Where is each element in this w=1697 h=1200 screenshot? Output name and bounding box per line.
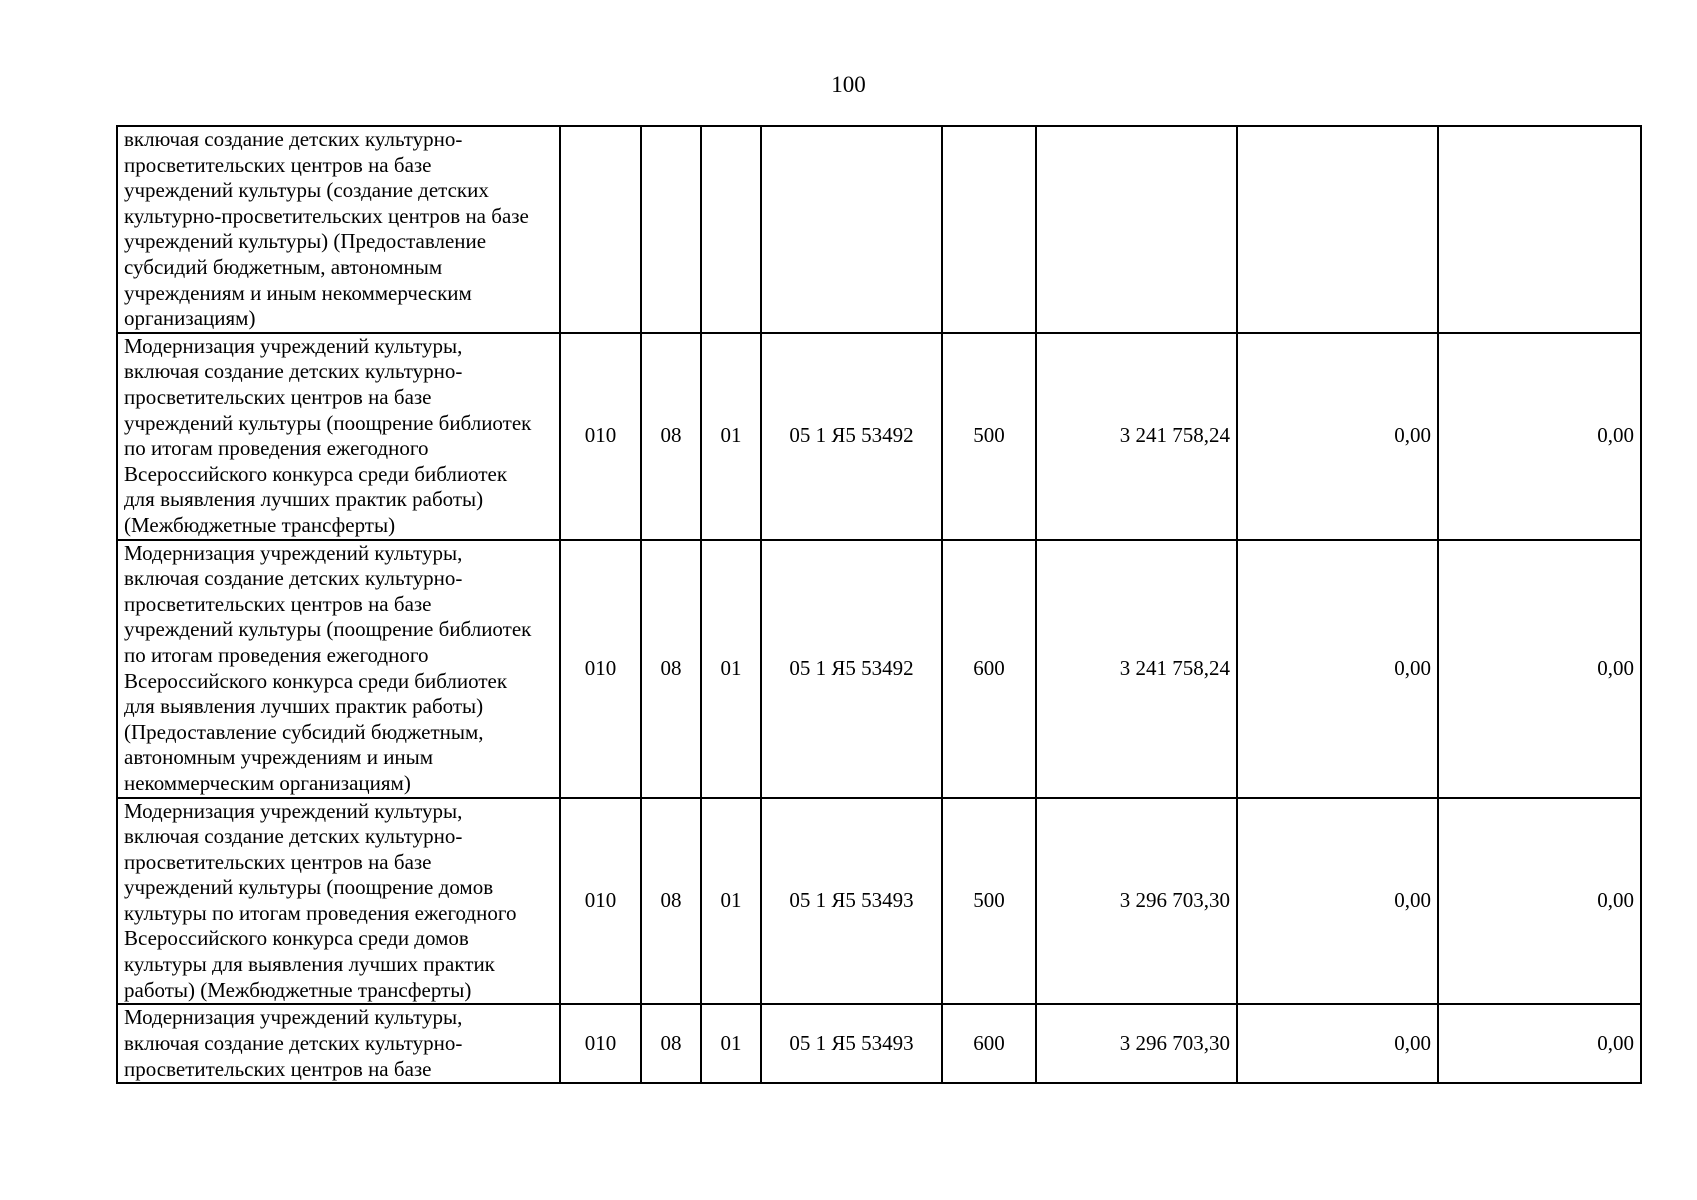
target-article-code (761, 126, 942, 333)
amount-year-3: 0,00 (1438, 333, 1641, 540)
amount-year-2: 0,00 (1237, 540, 1438, 798)
row-description: Модернизация учреждений культуры, включая создание детских культурно- просветительских центров на базе учреждений культуры (поощрение библиотек по итогам проведения ежегодного Всероссийского конкурса среди библиотек для выявления лучших практик работы) (Предоставление субсидий бюджетным, автономным учреждениям и иным некоммерческим организациям) (117, 540, 560, 798)
page-number: 100 (831, 72, 866, 97)
row-description: Модернизация учреждений культуры, включая создание детских культурно- просветительских центров на базе учреждений культуры (поощрение библиотек по итогам проведения ежегодного Всероссийского конкурса среди библиотек для выявления лучших практик работы) (Межбюджетные трансферты) (117, 333, 560, 540)
section-code: 08 (641, 333, 701, 540)
table-row (117, 1004, 1641, 1083)
expense-type-code: 600 (942, 1004, 1036, 1083)
amount-year-2 (1237, 126, 1438, 333)
ministry-code: 010 (560, 1004, 641, 1083)
subsection-code: 01 (701, 1004, 761, 1083)
ministry-code: 010 (560, 798, 641, 1005)
target-article-code: 05 1 Я5 53493 (761, 1004, 942, 1083)
amount-year-1: 3 241 758,24 (1036, 333, 1237, 540)
target-article-code: 05 1 Я5 53493 (761, 798, 942, 1005)
amount-year-1: 3 296 703,30 (1036, 1004, 1237, 1083)
section-code (641, 126, 701, 333)
amount-year-1: 3 296 703,30 (1036, 798, 1237, 1005)
table-row (117, 798, 1641, 1005)
section-code: 08 (641, 798, 701, 1005)
ministry-code: 010 (560, 540, 641, 798)
subsection-code: 01 (701, 333, 761, 540)
subsection-code: 01 (701, 540, 761, 798)
subsection-code (701, 126, 761, 333)
amount-year-3: 0,00 (1438, 540, 1641, 798)
amount-year-3 (1438, 126, 1641, 333)
budget-table (116, 125, 1642, 1084)
amount-year-1: 3 241 758,24 (1036, 540, 1237, 798)
subsection-code: 01 (701, 798, 761, 1005)
ministry-code (560, 126, 641, 333)
expense-type-code: 600 (942, 540, 1036, 798)
section-code: 08 (641, 540, 701, 798)
row-description: Модернизация учреждений культуры, включая создание детских культурно- просветительских центров на базе учреждений культуры (поощрение домов культуры по итогам проведения ежегодного Всероссийского конкурса среди домов культуры для выявления лучших практик работы) (Межбюджетные трансферты) (117, 798, 560, 1005)
table-row (117, 126, 1641, 333)
row-description: включая создание детских культурно- просветительских центров на базе учреждений культуры (создание детских культурно-просветительских центров на базе учреждений культуры) (Предоставление субсидий бюджетным, автономным учреждениям и иным некоммерческим организациям) (117, 126, 560, 333)
amount-year-1 (1036, 126, 1237, 333)
amount-year-3: 0,00 (1438, 1004, 1641, 1083)
section-code: 08 (641, 1004, 701, 1083)
expense-type-code: 500 (942, 798, 1036, 1005)
amount-year-3: 0,00 (1438, 798, 1641, 1005)
amount-year-2: 0,00 (1237, 798, 1438, 1005)
expense-type-code (942, 126, 1036, 333)
row-description: Модернизация учреждений культуры, включая создание детских культурно- просветительских центров на базе (117, 1004, 560, 1083)
ministry-code: 010 (560, 333, 641, 540)
amount-year-2: 0,00 (1237, 1004, 1438, 1083)
target-article-code: 05 1 Я5 53492 (761, 333, 942, 540)
target-article-code: 05 1 Я5 53492 (761, 540, 942, 798)
amount-year-2: 0,00 (1237, 333, 1438, 540)
table-row (117, 540, 1641, 798)
expense-type-code: 500 (942, 333, 1036, 540)
table-row (117, 333, 1641, 540)
